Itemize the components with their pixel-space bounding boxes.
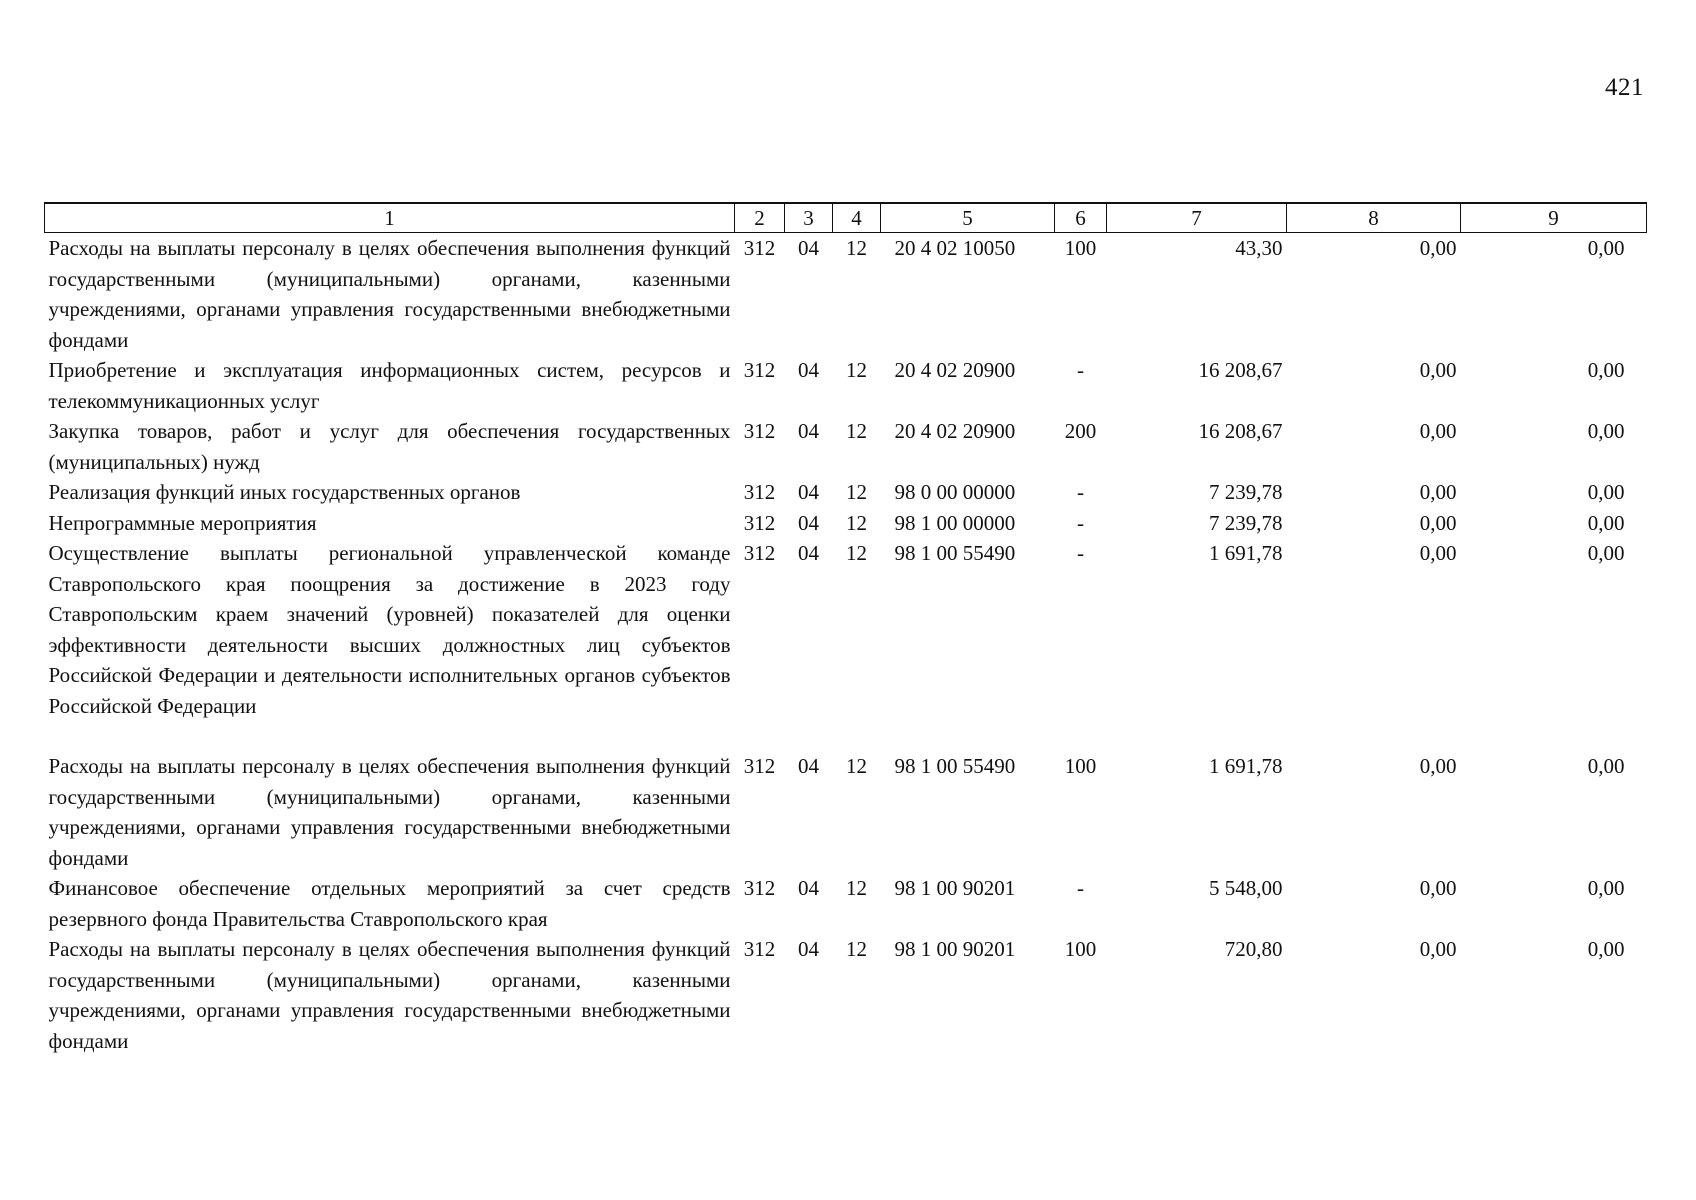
row-ved-code: 312 <box>743 937 776 961</box>
row-expense-type: 100 <box>1064 236 1097 260</box>
table-row <box>45 416 1647 477</box>
row-ved-code: 312 <box>743 419 776 443</box>
row-amount-2: 0,00 <box>1419 754 1457 778</box>
row-target-code: 98 1 00 55490 <box>894 754 1016 778</box>
row-expense-type: - <box>1077 876 1084 900</box>
row-amount-1: 16 208,67 <box>1198 358 1283 382</box>
row-name: Осуществление выплаты региональной управленческой команде Ставропольского края поощрения за достижение в 2023 году Ставропольским краем значений (уровней) показателей для оценки эффективности деятельности высших должностных лиц субъектов Российской Федерации и деятельности исполнительных органов субъектов Российской Федерации <box>48 541 731 718</box>
row-amount-3: 0,00 <box>1587 358 1625 382</box>
row-section-code: 04 <box>798 510 819 535</box>
row-amount-2: 0,00 <box>1419 480 1457 504</box>
table-row <box>45 538 1647 721</box>
row-amount-3: 0,00 <box>1587 419 1625 443</box>
row-amount-3: 0,00 <box>1587 510 1625 535</box>
table-row <box>45 873 1647 934</box>
row-ved-code: 312 <box>743 480 776 504</box>
row-subsection-code: 12 <box>846 937 867 961</box>
row-target-code: 98 0 00 00000 <box>894 480 1016 504</box>
row-subsection-code: 12 <box>846 754 867 778</box>
row-amount-3: 0,00 <box>1587 541 1625 565</box>
budget-table <box>44 202 1647 1056</box>
row-amount-3: 0,00 <box>1587 754 1625 778</box>
row-amount-3: 0,00 <box>1587 236 1625 260</box>
header-cell-6: 6 <box>1055 203 1107 233</box>
row-expense-type: - <box>1077 358 1084 382</box>
header-cell-8: 8 <box>1287 203 1461 233</box>
row-ved-code: 312 <box>743 541 776 565</box>
row-amount-3: 0,00 <box>1587 937 1625 961</box>
row-section-code: 04 <box>798 937 819 961</box>
page-number: 421 <box>1605 74 1644 101</box>
row-subsection-code: 12 <box>846 541 867 565</box>
row-section-code: 04 <box>798 480 819 504</box>
row-amount-1: 1 691,78 <box>1209 541 1283 565</box>
table-row <box>45 355 1647 416</box>
row-name: Расходы на выплаты персоналу в целях обеспечения выполнения функций государственными (муниципальными) органами, казенными учреждениями, органами управления государственными внебюджетными фондами <box>48 236 731 352</box>
row-expense-type: - <box>1077 510 1084 535</box>
table-row <box>45 751 1647 873</box>
row-expense-type: 200 <box>1064 419 1097 443</box>
row-ved-code: 312 <box>743 876 776 900</box>
row-section-code: 04 <box>798 236 819 260</box>
row-amount-1: 5 548,00 <box>1209 876 1283 900</box>
row-section-code: 04 <box>798 754 819 778</box>
row-amount-1: 1 691,78 <box>1209 754 1283 778</box>
header-cell-3: 3 <box>785 203 833 233</box>
row-target-code: 98 1 00 00000 <box>894 510 1016 535</box>
row-subsection-code: 12 <box>846 480 867 504</box>
row-expense-type: 100 <box>1064 754 1097 778</box>
row-ved-code: 312 <box>743 358 776 382</box>
row-name: Закупка товаров, работ и услуг для обеспечения государственных (муниципальных) нужд <box>48 419 731 474</box>
row-ved-code: 312 <box>743 236 776 260</box>
header-cell-2: 2 <box>735 203 785 233</box>
row-amount-2: 0,00 <box>1419 419 1457 443</box>
row-target-code: 20 4 02 10050 <box>894 236 1016 260</box>
row-subsection-code: 12 <box>846 236 867 260</box>
table-row <box>45 508 1647 539</box>
row-section-code: 04 <box>798 541 819 565</box>
row-expense-type: 100 <box>1064 937 1097 961</box>
row-amount-1: 16 208,67 <box>1198 419 1283 443</box>
row-amount-2: 0,00 <box>1419 876 1457 900</box>
row-amount-1: 720,80 <box>1224 937 1283 961</box>
row-target-code: 20 4 02 20900 <box>894 419 1016 443</box>
table-body <box>45 233 1647 1057</box>
row-ved-code: 312 <box>743 510 776 535</box>
row-amount-2: 0,00 <box>1419 510 1457 535</box>
row-amount-1: 7 239,78 <box>1209 510 1283 535</box>
header-cell-1: 1 <box>45 203 735 233</box>
row-subsection-code: 12 <box>846 419 867 443</box>
row-amount-2: 0,00 <box>1419 937 1457 961</box>
row-subsection-code: 12 <box>846 876 867 900</box>
row-target-code: 20 4 02 20900 <box>894 358 1016 382</box>
row-amount-3: 0,00 <box>1587 480 1625 504</box>
row-name: Непрограммные мероприятия <box>48 510 317 535</box>
header-cell-5: 5 <box>881 203 1055 233</box>
row-amount-1: 7 239,78 <box>1209 480 1283 504</box>
header-cell-4: 4 <box>833 203 881 233</box>
row-target-code: 98 1 00 55490 <box>894 541 1016 565</box>
table-row <box>45 233 1647 356</box>
row-amount-2: 0,00 <box>1419 358 1457 382</box>
row-name: Расходы на выплаты персоналу в целях обеспечения выполнения функций государственными (муниципальными) органами, казенными учреждениями, органами управления государственными внебюджетными фондами <box>48 754 731 870</box>
row-section-code: 04 <box>798 419 819 443</box>
row-subsection-code: 12 <box>846 510 867 535</box>
table-row <box>45 477 1647 508</box>
header-cell-7: 7 <box>1107 203 1287 233</box>
row-amount-2: 0,00 <box>1419 236 1457 260</box>
row-section-code: 04 <box>798 876 819 900</box>
row-target-code: 98 1 00 90201 <box>894 876 1016 900</box>
row-name: Расходы на выплаты персоналу в целях обеспечения выполнения функций государственными (муниципальными) органами, казенными учреждениями, органами управления государственными внебюджетными фондами <box>48 937 731 1053</box>
row-name: Реализация функций иных государственных органов <box>48 480 521 504</box>
row-expense-type: - <box>1077 541 1084 565</box>
row-target-code: 98 1 00 90201 <box>894 937 1016 961</box>
row-spacer <box>45 721 1647 751</box>
row-expense-type: - <box>1077 480 1084 504</box>
table-row <box>45 934 1647 1056</box>
header-cell-9: 9 <box>1461 203 1647 233</box>
row-name: Приобретение и эксплуатация информационных систем, ресурсов и телекоммуникационных услуг <box>48 358 731 413</box>
row-amount-2: 0,00 <box>1419 541 1457 565</box>
row-section-code: 04 <box>798 358 819 382</box>
row-amount-3: 0,00 <box>1587 876 1625 900</box>
row-subsection-code: 12 <box>846 358 867 382</box>
table-header <box>45 203 1647 233</box>
row-amount-1: 43,30 <box>1235 236 1283 260</box>
row-ved-code: 312 <box>743 754 776 778</box>
row-name: Финансовое обеспечение отдельных мероприятий за счет средств резервного фонда Правительства Ставропольского края <box>48 876 731 931</box>
